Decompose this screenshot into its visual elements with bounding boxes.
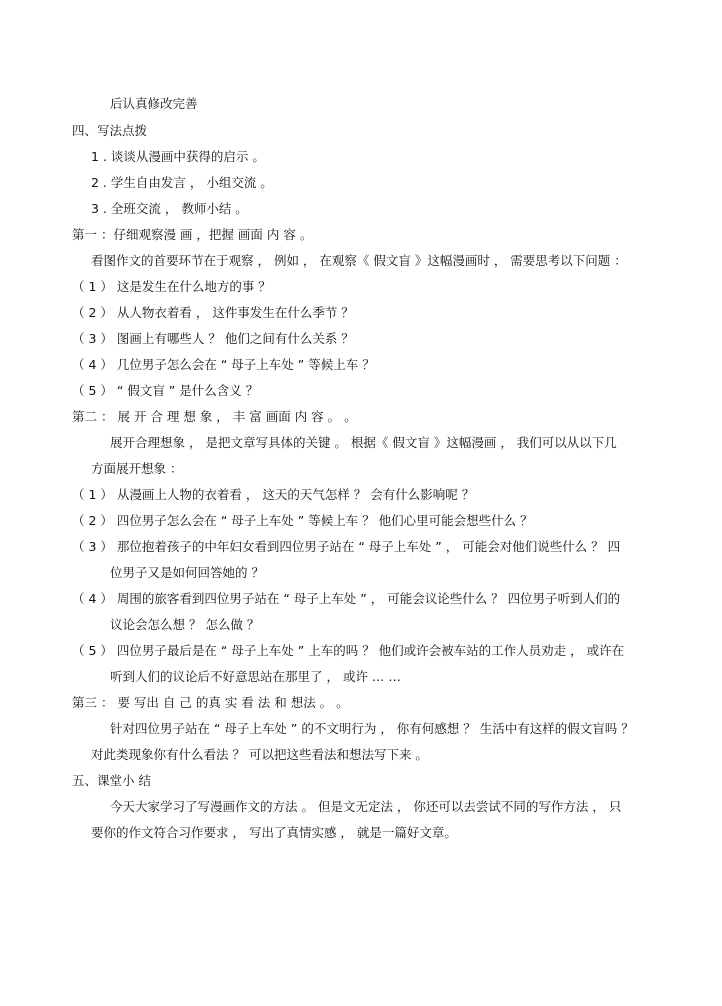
- list-item: （ 5 ） “ 假文盲 ” 是什么含义 ？: [72, 383, 259, 398]
- list-item: 3 . 全班交流 ， 教师小结 。: [91, 201, 248, 216]
- subsection-heading: 第二 ： 展 开 合 理 想 象 ， 丰 富 画面 内 容 。 。: [72, 409, 357, 424]
- subsection-heading: 第三 ： 要 写出 自 己 的真 实 看 法 和 想法 。 。: [72, 695, 349, 710]
- text-line: 看图作文的首要环节在于观察 ， 例如 ， 在观察《 假文盲 》这幅漫画时 ， 需要思考以下问题 ：: [91, 253, 627, 268]
- list-item-continuation: 听到人们的议论后不好意思站在那里了 ， 或许 … …: [110, 669, 401, 684]
- section-heading: 五、课堂小 结: [72, 773, 151, 788]
- list-item: 1 . 谈谈从漫画中获得的启示 。: [91, 149, 265, 164]
- text-line: 后认真修改完善: [110, 96, 198, 111]
- section-heading: 四、写法点拨: [72, 123, 148, 138]
- list-item: （ 1 ） 这是发生在什么地方的事 ？: [72, 279, 271, 294]
- list-item: （ 2 ） 四位男子怎么会在 “ 母子上车处 ” 等候上车 ？ 他们心里可能会想些什么 ？: [72, 513, 533, 528]
- text-line: 今天大家学习了写漫画作文的方法 。 但是文无定法 ， 你还可以去尝试不同的写作方法 ， 只: [110, 799, 622, 814]
- text-line: 要你的作文符合习作要求 ， 写出了真情实感 ， 就是一篇好文章。: [91, 825, 457, 840]
- list-item: （ 1 ） 从漫画上人物的衣着看 ， 这天的天气怎样 ？ 会有什么影响呢 ？: [72, 487, 475, 502]
- list-item: （ 4 ） 周围的旅客看到四位男子站在 “ 母子上车处 ” ， 可能会议论些什么 ？ 四位男子听到人们的: [72, 591, 621, 606]
- text-line: 针对四位男子站在 “ 母子上车处 ” 的不文明行为 ， 你有何感想 ？ 生活中有这样的假文盲吗 ？: [110, 721, 634, 736]
- list-item-continuation: 位男子又是如何回答她的 ？: [110, 565, 264, 580]
- list-item: （ 3 ） 那位抱着孩子的中年妇女看到四位男子站在 “ 母子上车处 ” ， 可能会对他们说些什么 ？ 四: [72, 539, 621, 554]
- list-item: （ 2 ） 从人物衣着看 ， 这件事发生在什么季节 ？: [72, 305, 354, 320]
- text-line: 展开合理想象 ， 是把文章写具体的关键 。 根据《 假文盲 》这幅漫画 ， 我们可以从以下几: [110, 435, 617, 450]
- list-item: （ 5 ） 四位男子最后是在 “ 母子上车处 ” 上车的吗 ？ 他们或许会被车站的工作人员劝走 ， 或许在: [72, 643, 625, 658]
- text-line: 对此类现象你有什么看法 ？ 可以把这些看法和想法写下来 。: [91, 747, 428, 762]
- subsection-heading: 第一 ：仔细观察漫 画 ，把握 画面 内 容 。: [72, 227, 313, 242]
- list-item: 2 . 学生自由发言 ， 小组交流 。: [91, 175, 273, 190]
- text-line: 方面展开想象 ：: [91, 461, 183, 476]
- list-item: （ 4 ） 几位男子怎么会在 “ 母子上车处 ” 等候上车 ？: [72, 357, 375, 372]
- list-item: （ 3 ） 图画上有哪些人 ？ 他们之间有什么关系 ？: [72, 331, 354, 346]
- list-item-continuation: 议论会怎么想 ？ 怎么做 ？: [110, 617, 260, 632]
